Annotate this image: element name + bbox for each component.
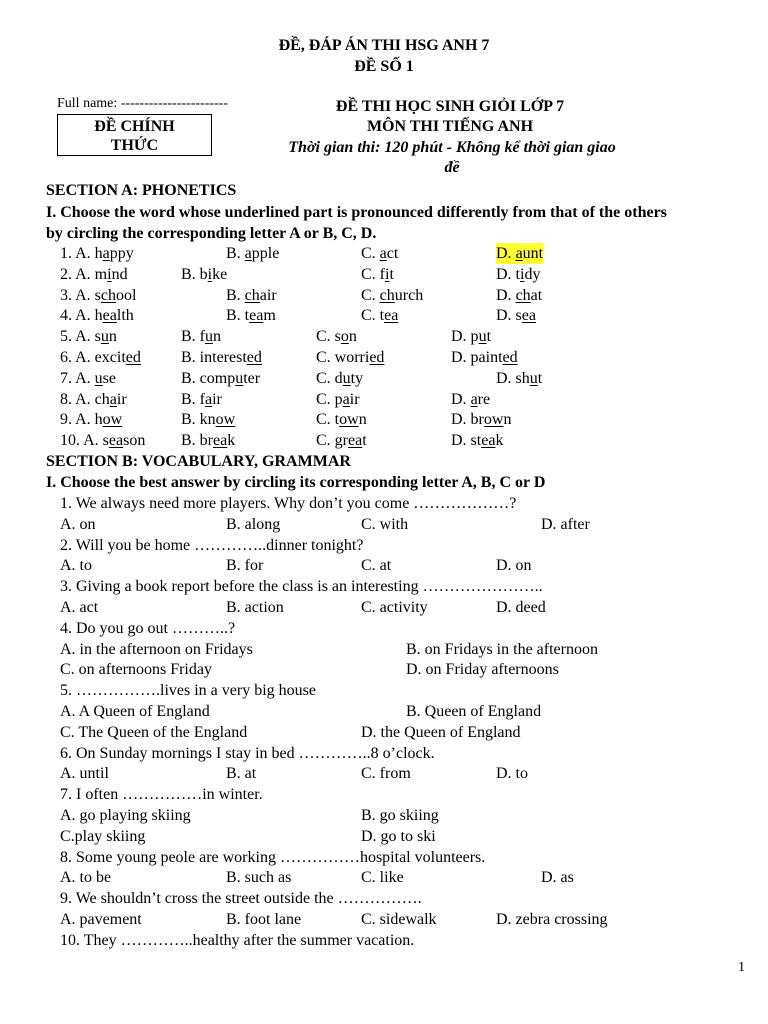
phonetics-option[interactable]: [60, 389, 127, 410]
word-part: C. d: [316, 369, 343, 387]
underlined-sound: a: [205, 390, 213, 408]
phonetics-option[interactable]: [60, 409, 122, 430]
word-part: ool: [116, 286, 137, 304]
question-text: 1. We always need more players. Why don’t you come ………………?: [60, 495, 517, 512]
section-b-instruction: I. Choose the best answer by circling its corresponding letter A, B, C or D: [46, 474, 546, 491]
word-part: D.: [496, 286, 516, 304]
answer-option[interactable]: A. in the afternoon on Fridays: [60, 640, 253, 658]
question-text: 2. Will you be home …………..dinner tonight?: [60, 536, 364, 554]
phonetics-option[interactable]: [361, 264, 394, 285]
underlined-sound: ch: [244, 286, 260, 304]
answer-option[interactable]: B. Queen of England: [406, 703, 542, 720]
answer-option[interactable]: A. until: [60, 765, 109, 783]
word-part: ter: [243, 369, 261, 387]
answer-option[interactable]: C. like: [361, 869, 404, 887]
word-part: C. t: [361, 307, 385, 325]
underlined-sound: a: [102, 245, 110, 262]
phonetics-option[interactable]: [60, 347, 141, 368]
phonetics-option[interactable]: [181, 409, 235, 430]
word-part: ty: [350, 369, 364, 387]
word-part: ke: [212, 265, 228, 283]
underlined-sound: a: [109, 390, 117, 408]
underlined-sound: u: [478, 328, 487, 346]
underlined-sound: ow: [215, 411, 236, 429]
word-part: B. br: [181, 432, 213, 450]
answer-option[interactable]: A. to: [60, 557, 92, 575]
underlined-sound: u: [205, 328, 213, 346]
word-part: 9. A. h: [60, 411, 103, 429]
word-part: t: [389, 265, 394, 283]
phonetics-option[interactable]: [316, 368, 363, 389]
phonetics-option[interactable]: [361, 305, 398, 326]
phonetics-option[interactable]: [496, 368, 542, 389]
answer-option[interactable]: B. such as: [226, 869, 292, 887]
word-part: C. worri: [316, 349, 370, 366]
answer-option[interactable]: D. on Friday afternoons: [406, 661, 559, 679]
phonetics-option[interactable]: [226, 243, 279, 264]
underlined-sound: a: [470, 390, 478, 408]
word-part: D.: [451, 390, 471, 408]
answer-option[interactable]: B. at: [226, 765, 257, 783]
underlined-sound: ea: [348, 432, 363, 450]
answer-option[interactable]: D. to: [496, 765, 528, 783]
underlined-sound: u: [342, 369, 351, 387]
word-part: 2. A. m: [60, 265, 108, 283]
word-part: t: [486, 328, 492, 346]
phonetics-option[interactable]: [316, 409, 367, 430]
underlined-sound: ch: [515, 286, 531, 304]
section-a-title: SECTION A: PHONETICS: [46, 182, 237, 199]
answer-option[interactable]: C. The Queen of the England: [60, 723, 248, 741]
answer-option[interactable]: A. to be: [60, 869, 112, 887]
underlined-sound: o: [340, 328, 349, 346]
word-part: ppy: [109, 245, 134, 262]
underlined-sound: i: [207, 265, 213, 283]
phonetics-option[interactable]: [181, 430, 235, 451]
word-part: B. comp: [181, 369, 236, 387]
underlined-sound: a: [342, 390, 350, 408]
word-part: D. br: [451, 411, 484, 429]
word-part: D. sh: [496, 369, 530, 387]
phonetics-option[interactable]: [60, 305, 134, 326]
underlined-sound: ea: [102, 307, 117, 325]
phonetics-option[interactable]: [181, 326, 221, 347]
answer-option[interactable]: D. after: [541, 515, 590, 533]
word-part: re: [477, 390, 491, 408]
section-a-instruction-line1: I. Choose the word whose underlined part is pronounced differently from that of the others: [46, 204, 667, 221]
official-label-line1: ĐỀ CHÍNH: [94, 118, 175, 135]
word-part: 7. A.: [60, 369, 95, 387]
answer-option[interactable]: C. sidewalk: [361, 911, 437, 928]
full-name-field: Full name: -----------------------: [57, 96, 229, 111]
answer-option[interactable]: B. foot lane: [226, 911, 302, 928]
underlined-sound: ea: [108, 432, 124, 450]
word-part: at: [530, 286, 543, 304]
question-text: 4. Do you go out ………..?: [60, 619, 236, 637]
word-part: t: [362, 432, 367, 450]
word-part: 6. A. excit: [60, 349, 126, 366]
underlined-sound: u: [235, 369, 244, 387]
underlined-sound: ea: [384, 307, 399, 325]
exam-subject: MÔN THI TIẾNG ANH: [366, 118, 534, 135]
exam-time-line1: Thời gian thi: 120 phút - Không kể thời gian giao: [288, 139, 616, 156]
phonetics-option[interactable]: [226, 305, 276, 326]
phonetics-option[interactable]: [181, 264, 227, 285]
word-part: C. t: [316, 411, 340, 429]
answer-option[interactable]: C. from: [361, 765, 411, 783]
word-part: n: [213, 328, 221, 346]
phonetics-option[interactable]: [316, 347, 384, 368]
underlined-sound: u: [94, 369, 103, 387]
underlined-sound: ow: [339, 411, 359, 429]
word-part: C.: [361, 286, 380, 304]
underlined-sound: ed: [502, 349, 518, 366]
phonetics-option[interactable]: [451, 389, 490, 410]
answer-option[interactable]: D. the Queen of England: [361, 723, 521, 741]
answer-option[interactable]: B. go skiing: [361, 807, 439, 824]
section-b-title: SECTION B: VOCABULARY, GRAMMAR: [46, 453, 351, 470]
word-part: lth: [116, 307, 134, 325]
word-part: D. paint: [451, 349, 503, 366]
answer-option[interactable]: D. as: [541, 869, 574, 887]
exam-title: ĐỀ THI HỌC SINH GIỎI LỚP 7: [335, 98, 565, 115]
word-part: m: [263, 307, 276, 325]
page-number: 1: [738, 960, 745, 975]
word-part: ir: [212, 390, 222, 408]
word-part: C. gr: [316, 432, 348, 450]
answer-option[interactable]: D. go to ski: [361, 827, 436, 845]
phonetics-option[interactable]: [496, 264, 540, 285]
section-a-instruction-line2: by circling the corresponding letter A or B, C, D.: [46, 225, 377, 242]
word-part: C.: [361, 245, 380, 262]
phonetics-option[interactable]: [60, 285, 136, 306]
word-part: 10. A. s: [60, 432, 109, 450]
word-part: 5. A. s: [60, 328, 101, 346]
word-part: n: [503, 411, 512, 429]
word-part: air: [259, 286, 277, 304]
word-part: ct: [386, 245, 399, 262]
phonetics-answer-highlight[interactable]: [496, 243, 543, 264]
official-exam-box: [57, 114, 212, 156]
phonetics-option[interactable]: [361, 285, 423, 306]
underlined-sound: ea: [521, 307, 536, 325]
word-part: C. s: [316, 328, 341, 346]
question-text: 10. They …………..healthy after the summer vacation.: [60, 931, 415, 949]
underlined-sound: ea: [249, 307, 264, 325]
word-part: B. interest: [181, 349, 247, 366]
phonetics-option[interactable]: [60, 430, 145, 451]
word-part: 1. A. h: [60, 245, 103, 262]
answer-option[interactable]: C. activity: [361, 599, 428, 616]
answer-option[interactable]: C.play skiing: [60, 827, 146, 845]
phonetics-option[interactable]: [316, 389, 360, 410]
answer-option[interactable]: A. act: [60, 599, 99, 616]
phonetics-option[interactable]: [226, 285, 277, 306]
underlined-sound: i: [107, 265, 112, 283]
question-text: 6. On Sunday mornings I stay in bed …………..8 o’clock.: [60, 744, 435, 762]
word-part: B. f: [181, 390, 205, 408]
word-part: t: [537, 369, 543, 387]
answer-option[interactable]: A. on: [60, 515, 96, 533]
phonetics-option[interactable]: [361, 243, 398, 264]
underlined-sound: a: [379, 245, 387, 262]
phonetics-option[interactable]: [181, 368, 260, 389]
phonetics-option[interactable]: [60, 368, 116, 389]
phonetics-option[interactable]: [60, 264, 128, 285]
answer-option[interactable]: A. A Queen of England: [60, 703, 210, 720]
answer-option[interactable]: C. with: [361, 515, 409, 533]
answer-option[interactable]: B. action: [226, 599, 284, 616]
underlined-sound: ow: [483, 411, 504, 429]
answer-option[interactable]: B. for: [226, 557, 264, 575]
word-part: C. f: [361, 265, 385, 283]
phonetics-option[interactable]: [316, 430, 367, 451]
word-part: 8. A. ch: [60, 390, 110, 408]
word-part: D.: [496, 245, 516, 262]
word-part: k: [227, 432, 236, 450]
word-part: D. st: [451, 432, 482, 450]
question-text: 3. Giving a book report before the class is an interesting …………………..: [60, 578, 543, 596]
underlined-sound: ea: [481, 432, 496, 450]
word-part: dy: [524, 265, 541, 283]
answer-option[interactable]: D. on: [496, 557, 532, 575]
word-part: 4. A. h: [60, 307, 103, 325]
word-part: B. b: [181, 265, 208, 283]
word-part: B.: [226, 245, 245, 262]
phonetics-option[interactable]: [60, 326, 117, 347]
word-part: B.: [226, 286, 245, 304]
word-part: D. p: [451, 328, 479, 346]
word-part: son: [123, 432, 146, 450]
word-part: n: [348, 328, 357, 346]
word-part: B. kn: [181, 411, 216, 429]
underlined-sound: u: [529, 369, 538, 387]
phonetics-option[interactable]: [451, 409, 511, 430]
phonetics-option[interactable]: [181, 347, 262, 368]
underlined-sound: ed: [369, 349, 385, 366]
question-text: 8. Some young peole are working ……………hospital volunteers.: [60, 848, 486, 866]
word-part: D. t: [496, 265, 520, 283]
underlined-sound: ed: [125, 349, 141, 366]
answer-option[interactable]: C. at: [361, 557, 392, 575]
word-part: ir: [116, 390, 127, 408]
phonetics-option[interactable]: [181, 389, 222, 410]
question-text: 7. I often ……………in winter.: [60, 786, 263, 804]
word-part: B. f: [181, 328, 205, 346]
underlined-sound: ch: [379, 286, 395, 304]
answer-option[interactable]: B. on Fridays in the afternoon: [406, 640, 598, 658]
phonetics-option[interactable]: [316, 326, 357, 347]
word-part: D. s: [496, 307, 522, 325]
word-part: k: [495, 432, 504, 450]
underlined-sound: i: [385, 265, 390, 283]
word-part: B. t: [226, 307, 250, 325]
word-part: C. p: [316, 390, 343, 408]
official-label-line2: THỨC: [110, 137, 159, 154]
word-part: urch: [394, 286, 424, 304]
answer-option[interactable]: A. pavement: [60, 911, 142, 928]
phonetics-option[interactable]: [451, 326, 491, 347]
underlined-sound: ch: [100, 286, 117, 304]
word-part: 3. A. s: [60, 286, 101, 304]
answer-option[interactable]: C. on afternoons Friday: [60, 661, 212, 679]
phonetics-option[interactable]: [496, 285, 542, 306]
underlined-sound: u: [100, 328, 109, 346]
word-part: n: [358, 411, 367, 429]
word-part: se: [102, 369, 116, 387]
word-part: n: [108, 328, 117, 346]
phonetics-option[interactable]: [496, 305, 536, 326]
question-text: 5. …………….lives in a very big house: [60, 682, 316, 700]
word-part: nd: [111, 265, 128, 283]
answer-option[interactable]: D. deed: [496, 599, 546, 616]
underlined-sound: ow: [102, 411, 123, 429]
answer-option[interactable]: B. along: [226, 515, 281, 533]
answer-option[interactable]: A. go playing skiing: [60, 807, 191, 824]
phonetics-option[interactable]: [451, 430, 503, 451]
underlined-sound: i: [520, 265, 525, 283]
word-part: pple: [251, 245, 280, 262]
question-text: 9. We shouldn’t cross the street outside the …………….: [60, 890, 422, 908]
phonetics-option[interactable]: [60, 243, 134, 264]
answer-option[interactable]: D. zebra crossing: [496, 911, 608, 928]
underlined-sound: a: [515, 245, 523, 262]
underlined-sound: a: [244, 245, 252, 262]
phonetics-option[interactable]: [451, 347, 518, 368]
document-subtitle: ĐỀ SỐ 1: [354, 58, 414, 75]
exam-time-line2: đề: [444, 159, 460, 176]
underlined-sound: ed: [246, 349, 262, 366]
word-part: unt: [522, 245, 544, 262]
document-title: ĐỀ, ĐÁP ÁN THI HSG ANH 7: [278, 37, 490, 54]
word-part: ir: [349, 390, 360, 408]
underlined-sound: ea: [213, 432, 228, 450]
